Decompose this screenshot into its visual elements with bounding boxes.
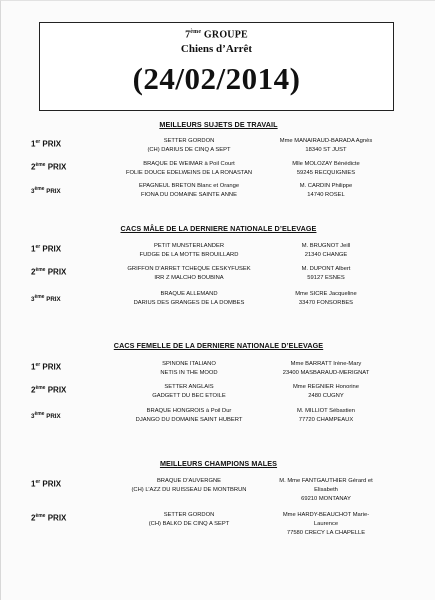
dog-breed: BRAQUE DE WEIMAR à Poil Court: [143, 161, 235, 167]
dog-name: FUDGE DE LA MOTTE BROUILLARD: [139, 252, 239, 258]
title-box: [39, 22, 394, 111]
prize-rank: 3: [31, 188, 35, 196]
owner-name: Mme HARDY-BEAUCHOT Marie-: [282, 512, 370, 518]
prize-rank: 1: [31, 479, 36, 489]
owner-address: 59127 ESNES: [307, 275, 345, 281]
owner-name: Mme BARRATT Irène-Mary: [290, 361, 362, 367]
prize-rank-suffix: er: [35, 139, 41, 145]
dog-name: NETIS IN THE MOOD: [160, 370, 218, 376]
dog-breed: SETTER ANGLAIS: [164, 384, 214, 390]
prize-label: [31, 186, 61, 195]
dog-name: IRR Z MALCHO BOUBINA: [154, 275, 224, 281]
prize-rank-suffix: ème: [35, 267, 46, 273]
dog-info: [114, 160, 264, 178]
prize-word: PRIX: [46, 413, 61, 421]
prize-rank-suffix: ème: [35, 513, 46, 519]
dog-info: [114, 242, 264, 260]
entry-row: [1, 160, 435, 184]
prize-rank: 2: [31, 513, 36, 523]
prize-rank: 1: [31, 244, 36, 254]
owner-name-continued: Laurence: [313, 521, 339, 527]
owner-address: 14740 ROSEL: [307, 192, 345, 198]
group-subtitle: Chiens d’Arrêt: [180, 43, 253, 55]
section-title: MEILLEURS SUJETS DE TRAVAIL: [159, 120, 278, 129]
owner-name: Mme SICRE Jacqueline: [295, 291, 357, 297]
prize-rank-suffix: er: [35, 244, 41, 250]
dog-name: DJANGO DU DOMAINE SAINT HUBERT: [135, 417, 243, 423]
owner-name: M. Mme FANTGAUTHIER Gérard et: [279, 478, 373, 484]
dog-info: [114, 511, 264, 529]
prize-rank-suffix: er: [35, 362, 41, 368]
entry-row: [1, 407, 435, 431]
dog-breed: SPINONE ITALIANO: [162, 361, 216, 367]
group-heading: [40, 29, 393, 40]
prize-rank-suffix: ème: [35, 385, 46, 391]
dog-info: [114, 407, 264, 425]
owner-name: M. MILLIOT Sébastien: [297, 408, 355, 414]
prize-rank-suffix: ème: [34, 411, 45, 417]
group-number: 7: [185, 29, 191, 41]
owner-info: [263, 242, 389, 260]
owner-name: M. DUPONT Albert: [301, 266, 351, 272]
dog-breed: SETTER GORDON: [163, 138, 215, 144]
prize-label: [31, 162, 66, 172]
owner-address: 21340 CHANGE: [304, 252, 348, 258]
entry-row: [1, 290, 435, 314]
prize-label: [31, 139, 61, 149]
prize-rank: 2: [31, 267, 36, 277]
section-title: CACS MÂLE DE LA DERNIERE NATIONALE D’ELEVAGE: [120, 224, 317, 233]
owner-name: Mlle MOLOZAY Bénédicte: [292, 161, 360, 167]
owner-name-continued: Elisabeth: [314, 487, 338, 493]
prize-word: PRIX: [46, 296, 61, 304]
dog-info: [114, 182, 264, 200]
prize-rank: 1: [31, 362, 36, 372]
owner-info: [263, 477, 389, 504]
dog-breed: PETIT MUNSTERLANDER: [153, 243, 225, 249]
prize-rank-suffix: er: [35, 479, 41, 485]
prize-word: PRIX: [47, 267, 67, 277]
owner-address: 18340 ST JUST: [305, 147, 347, 153]
dog-breed: SETTER GORDON: [163, 512, 215, 518]
owner-name: M. BRUGNOT Jeill: [301, 243, 351, 249]
prize-word: PRIX: [42, 139, 62, 149]
prize-label: [31, 244, 61, 254]
dog-name: FIONA DU DOMAINE SAINTE ANNE: [141, 192, 237, 198]
dog-name: DARIUS DES GRANGES DE LA DOMBES: [133, 300, 245, 306]
prize-word: PRIX: [46, 188, 61, 196]
prize-rank: 3: [31, 296, 35, 304]
owner-address: 77720 CHAMPEAUX: [298, 417, 354, 423]
owner-address: 77580 CRECY LA CHAPELLE: [286, 530, 366, 536]
prize-label: [31, 479, 61, 489]
group-number-suffix: ème: [190, 29, 202, 35]
entry-row: [1, 137, 435, 161]
owner-address: 59245 RECQUIGNIES: [296, 170, 356, 176]
owner-info: [263, 407, 389, 425]
dog-info: [114, 265, 264, 283]
entry-row: [1, 360, 435, 384]
prize-rank: 1: [31, 139, 36, 149]
dog-info: [114, 137, 264, 155]
owner-address: 23400 MASBARAUD-MERIGNAT: [282, 370, 370, 376]
dog-name: FOLIE DOUCE EDELWEINS DE LA RONASTAN: [125, 170, 253, 176]
prize-rank: 2: [31, 162, 36, 172]
dog-name: (CH) DARIUS DE CINQ A SEPT: [147, 147, 231, 153]
section-title: CACS FEMELLE DE LA DERNIERE NATIONALE D’ELEVAGE: [113, 341, 324, 350]
dog-info: [114, 477, 264, 495]
prize-rank: 3: [31, 413, 35, 421]
owner-name: Mme MANAIRAUD-BARADA Agnès: [279, 138, 373, 144]
dog-info: [114, 290, 264, 308]
prize-label: [31, 513, 66, 523]
event-date: (24/02/2014): [132, 61, 301, 96]
prize-word: PRIX: [42, 244, 62, 254]
prize-rank-suffix: ème: [34, 186, 45, 192]
entry-row: [1, 477, 435, 511]
entry-row: [1, 511, 435, 545]
owner-info: [263, 137, 389, 155]
prize-label: [31, 267, 66, 277]
owner-address: 2480 CUGNY: [308, 393, 344, 399]
dog-breed: EPAGNEUL BRETON Blanc et Orange: [138, 183, 240, 189]
owner-name: Mme REGNIER Honorine: [292, 384, 360, 390]
owner-info: [263, 160, 389, 178]
dog-breed: BRAQUE ALLEMAND: [160, 291, 218, 297]
dog-breed: BRAQUE HONGROIS à Poil Dur: [146, 408, 232, 414]
prize-word: PRIX: [47, 513, 67, 523]
prize-rank-suffix: ème: [34, 294, 45, 300]
owner-info: [263, 383, 389, 401]
dog-name: (CH) L’AZZ DU RUISSEAU DE MONTBRUN: [131, 487, 247, 493]
group-word: GROUPE: [203, 29, 248, 41]
dog-info: [114, 383, 264, 401]
dog-breed: GRIFFON D’ARRET TCHEQUE CESKYFUSEK: [127, 266, 251, 272]
owner-address: 69210 MONTANAY: [301, 496, 351, 502]
prize-label: [31, 385, 66, 395]
entry-row: [1, 265, 435, 289]
dog-name: GADGETT DU BEC ETOILE: [152, 393, 226, 399]
owner-info: [263, 290, 389, 308]
owner-name: M. CARDIN Philippe: [299, 183, 353, 189]
prize-rank-suffix: ème: [35, 162, 46, 168]
owner-address: 33470 FONSORBES: [298, 300, 354, 306]
prize-label: [31, 362, 61, 372]
entry-row: [1, 182, 435, 206]
owner-info: [263, 182, 389, 200]
prize-word: PRIX: [42, 479, 62, 489]
section-title: MEILLEURS CHAMPIONS MALES: [159, 459, 278, 468]
prize-word: PRIX: [47, 162, 67, 172]
dog-info: [114, 360, 264, 378]
entry-row: [1, 383, 435, 407]
dog-name: (CH) BALKO DE CINQ A SEPT: [148, 521, 230, 527]
entry-row: [1, 242, 435, 266]
prize-rank: 2: [31, 385, 36, 395]
owner-info: [263, 360, 389, 378]
owner-info: [263, 265, 389, 283]
prize-label: [31, 294, 61, 303]
prize-label: [31, 411, 61, 420]
dog-breed: BRAQUE D’AUVERGNE: [156, 478, 222, 484]
owner-info: [263, 511, 389, 538]
prize-word: PRIX: [47, 385, 67, 395]
prize-word: PRIX: [42, 362, 62, 372]
